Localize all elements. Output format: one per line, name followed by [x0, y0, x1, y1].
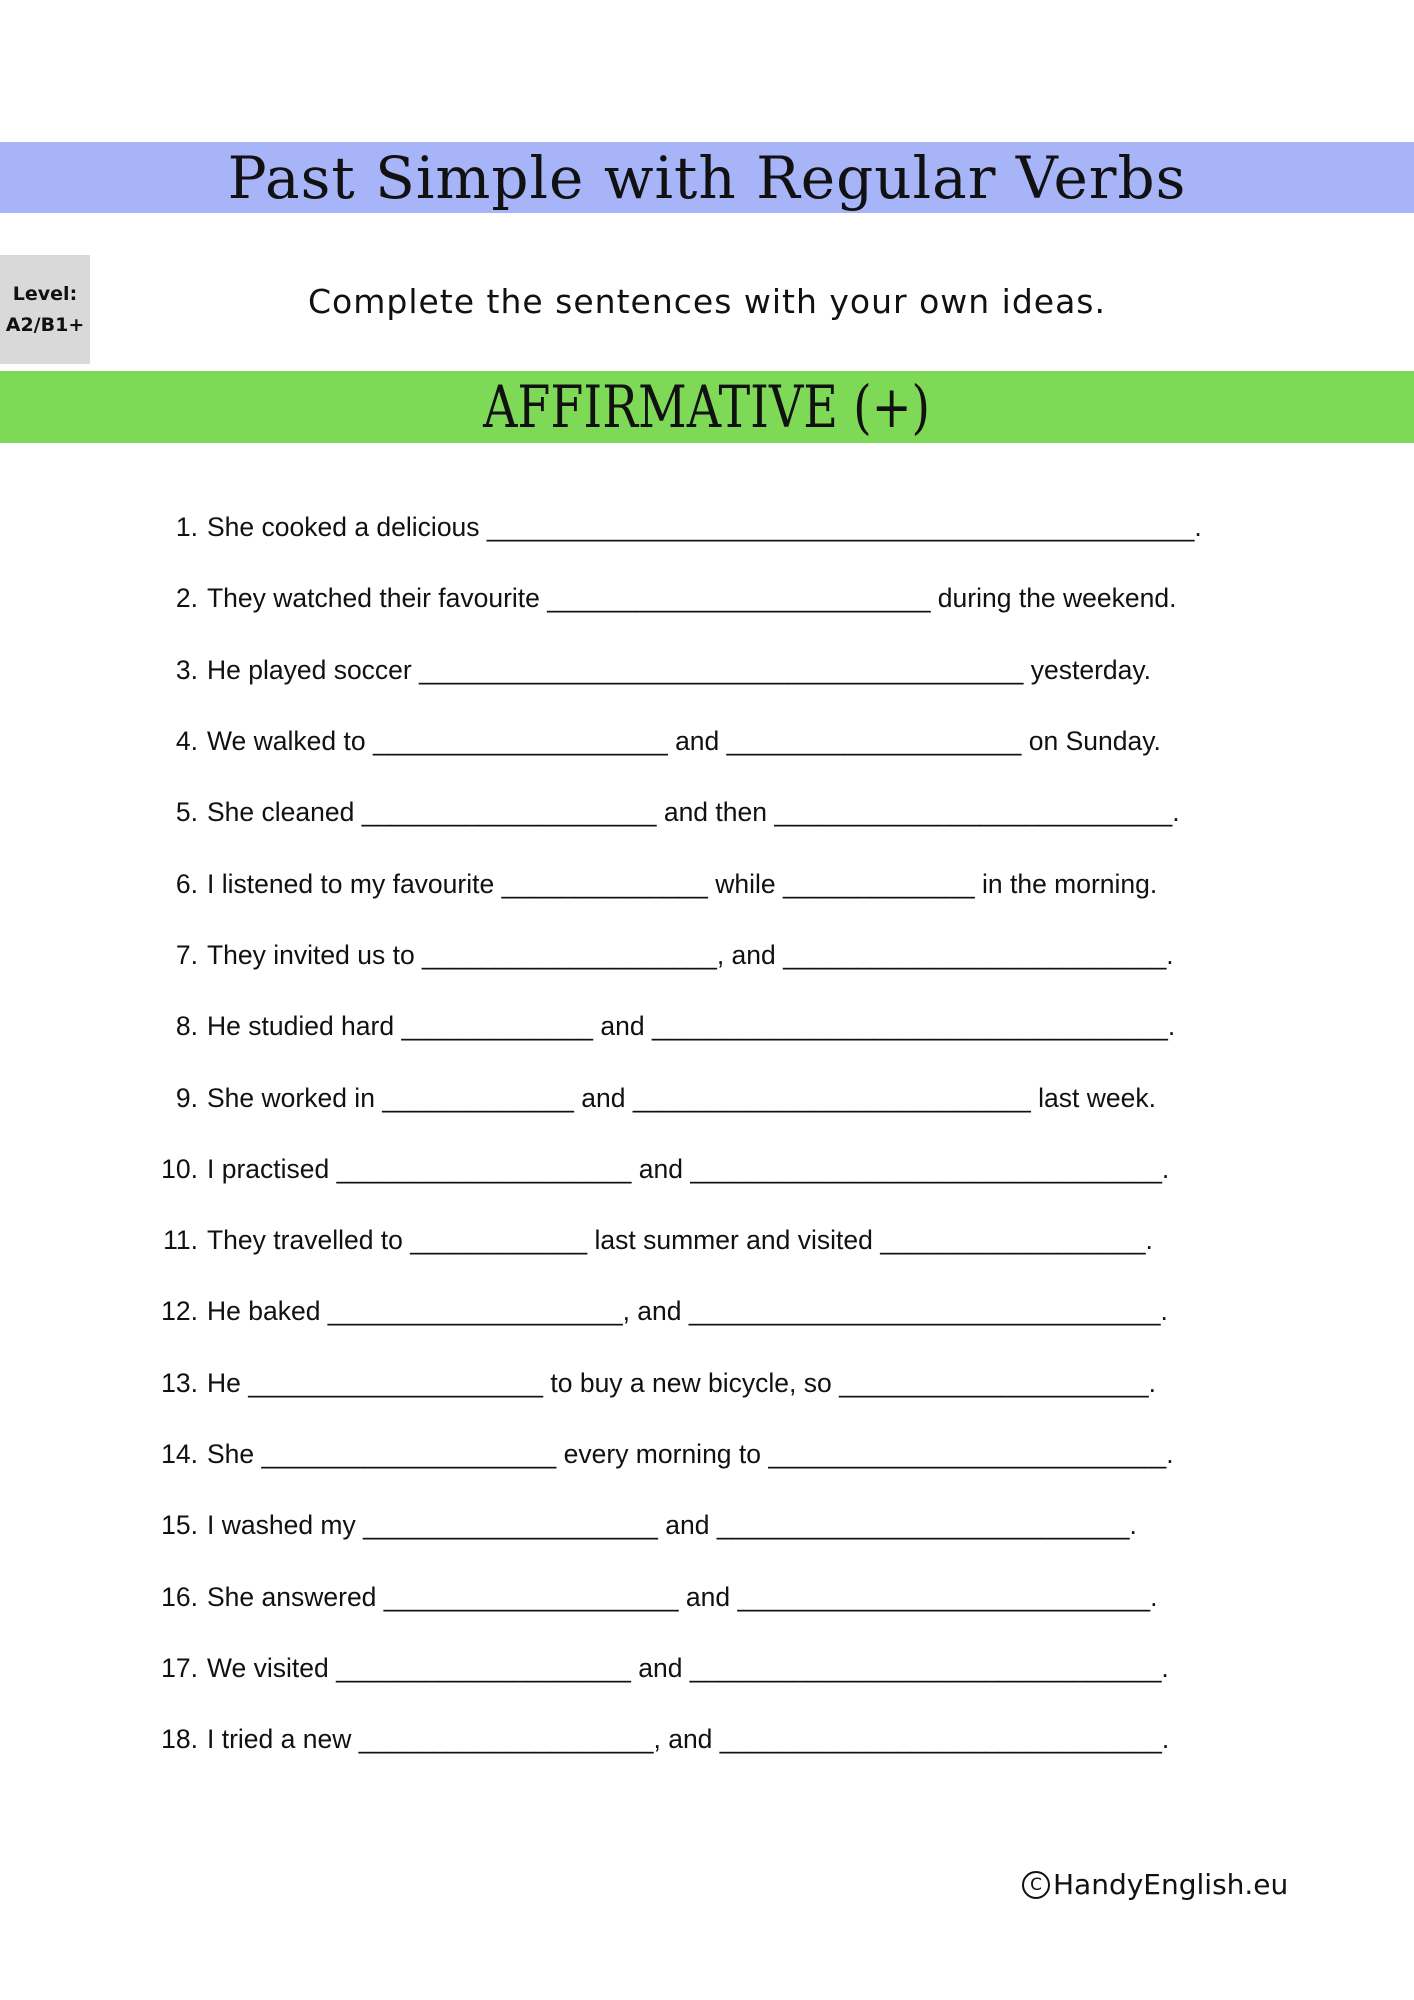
sentence-text: We visited ____________________ and ________________________________.	[207, 1652, 1169, 1683]
sentence-item	[150, 1704, 1290, 1775]
sentence-text: She ____________________ every morning to ___________________________.	[207, 1439, 1174, 1469]
sentence-text: I practised ____________________ and ________________________________.	[207, 1153, 1170, 1184]
sentence-item	[150, 991, 1290, 1062]
sentence-number: 1.	[175, 512, 198, 543]
sentence-text: They watched their favourite __________________________ during the weekend.	[207, 583, 1177, 614]
sentence-number: 10.	[161, 1153, 198, 1184]
sentence-item	[150, 1348, 1290, 1419]
sentence-text: They travelled to ____________ last summer and visited __________________.	[207, 1225, 1153, 1256]
sentence-text: She cooked a delicious ________________________________________________.	[207, 512, 1202, 543]
footer-credit	[1022, 1868, 1288, 1901]
footer-text: HandyEnglish.eu	[1053, 1868, 1289, 1901]
page-title: Past Simple with Regular Verbs	[227, 143, 1187, 212]
sentence-number: 11.	[163, 1225, 198, 1256]
sentence-number: 9.	[175, 1082, 198, 1113]
sentence-number: 7.	[175, 939, 198, 970]
copyright-icon: C	[1022, 1871, 1050, 1899]
sentence-number: 12.	[161, 1296, 198, 1327]
sentence-item	[150, 848, 1290, 919]
sentence-number: 2.	[175, 583, 198, 614]
sentence-text: I tried a new ____________________, and ______________________________.	[207, 1724, 1170, 1755]
sentence-number: 8.	[175, 1011, 198, 1042]
sentence-number: 5.	[175, 797, 198, 828]
sentence-text: She worked in _____________ and ___________________________ last week.	[207, 1082, 1156, 1113]
sentence-number: 15.	[161, 1510, 198, 1541]
sentence-number: 14.	[161, 1439, 198, 1469]
section-heading: AFFIRMATIVE (+)	[483, 373, 931, 441]
sentence-number: 6.	[175, 868, 198, 899]
sentence-item	[150, 1561, 1290, 1632]
title-banner	[0, 142, 1414, 213]
sentence-item	[150, 1062, 1290, 1133]
sentence-number: 13.	[161, 1367, 198, 1398]
sentence-item	[150, 635, 1290, 706]
sentence-text: He played soccer _________________________________________ yesterday.	[207, 654, 1152, 685]
sentence-text: We walked to ____________________ and ____________________ on Sunday.	[207, 726, 1161, 757]
sentence-text: I washed my ____________________ and ____________________________.	[207, 1510, 1137, 1541]
sentence-text: He studied hard _____________ and ___________________________________.	[207, 1011, 1176, 1042]
sentence-item	[150, 492, 1290, 563]
sentence-number: 17.	[161, 1652, 198, 1683]
level-label: Level:	[12, 282, 78, 305]
sentence-list	[150, 492, 1290, 1775]
sentence-text: They invited us to ____________________, and __________________________.	[207, 939, 1174, 970]
sentence-item	[150, 1490, 1290, 1561]
instruction-text: Complete the sentences with your own ideas.	[308, 282, 1106, 321]
sentence-number: 3.	[175, 654, 198, 685]
sentence-item	[150, 920, 1290, 991]
sentence-text: She cleaned ____________________ and then ___________________________.	[207, 797, 1180, 828]
sentence-item	[150, 1205, 1290, 1276]
sentence-item	[150, 777, 1290, 848]
sentence-item	[150, 1419, 1290, 1490]
sentence-item	[150, 706, 1290, 777]
sentence-text: He ____________________ to buy a new bicycle, so _____________________.	[207, 1367, 1156, 1398]
sentence-number: 4.	[175, 726, 198, 757]
sentence-item	[150, 1633, 1290, 1704]
sentence-item	[150, 1276, 1290, 1347]
sentence-text: He baked ____________________, and ________________________________.	[207, 1296, 1168, 1327]
sentence-number: 18.	[161, 1724, 198, 1755]
sentence-item	[150, 563, 1290, 634]
sentence-number: 16.	[161, 1581, 198, 1612]
level-value: A2/B1+	[5, 313, 85, 336]
section-banner	[0, 371, 1414, 443]
sentence-item	[150, 1134, 1290, 1205]
sentence-text: I listened to my favourite ______________ while _____________ in the morning.	[207, 868, 1158, 899]
sentence-text: She answered ____________________ and ____________________________.	[207, 1581, 1158, 1612]
